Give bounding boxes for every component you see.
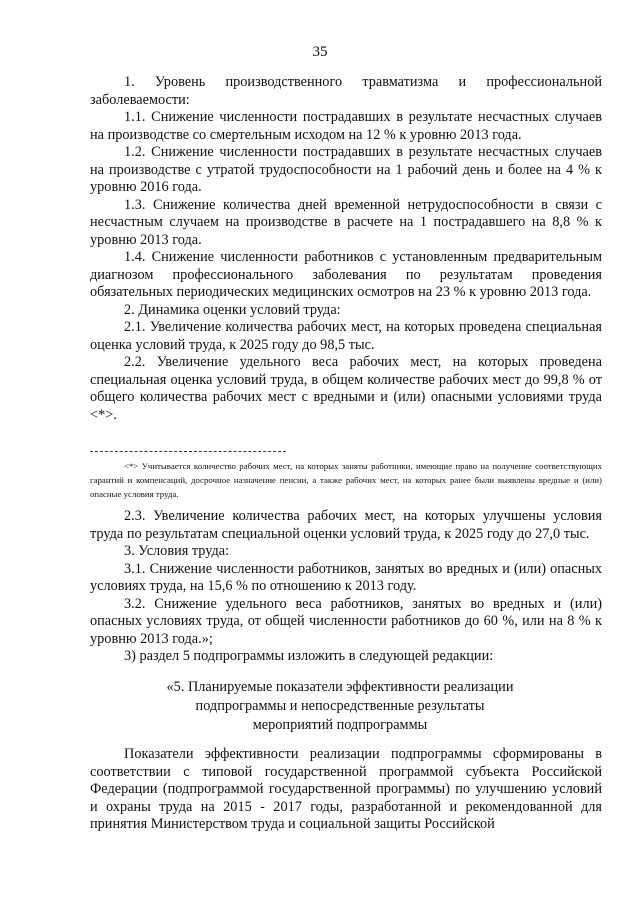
heading-line: «5. Планируемые показатели эффективности реализации — [166, 679, 514, 695]
heading-line: мероприятий подпрограммы — [252, 717, 428, 733]
footnote-separator — [90, 451, 286, 452]
paragraph: 3) раздел 5 подпрограммы изложить в следующей редакции: — [124, 648, 494, 664]
paragraph: 3.1. Снижение численности работников, занятых во вредных и (или) опасных условиях труда, на 15,6 % по отношению к 2013 году. — [90, 560, 602, 594]
paragraph: 2.1. Увеличение количества рабочих мест, на которых проведена специальная оценка условий труда, к 2025 году до 98,5 тыс. — [90, 319, 602, 353]
paragraph: 1.1. Снижение численности пострадавших в результате несчастных случаев на производстве со смертельным исходом на 12 % к уровню 2013 года. — [90, 109, 602, 143]
paragraph: 3. Условия труда: — [124, 543, 230, 559]
page-number: 35 — [312, 44, 328, 60]
paragraph: 1.4. Снижение численности работников с установленным предварительным диагнозом профессионального заболевания по результатам проведения обязательных периодических медицинских осмотров на 23 % к уровню 2013 года. — [90, 249, 602, 300]
section-1-text — [90, 74, 602, 424]
final-paragraph-block — [90, 746, 602, 834]
footnote: <*> Учитывается количество рабочих мест, на которых заняты работники, имеющие право на получение соответствующих гарантий и компенсаций, досрочное назначение пенсии, а также рабочих мест, на которых ранее были выявлены вредные и (или) опасные условия труда. — [90, 461, 602, 499]
section-heading — [110, 678, 570, 735]
paragraph: Показатели эффективности реализации подпрограммы сформированы в соответствии с типовой государственной программой субъекта Российской Федерации (подпрограммой государственной программы) по улучшению условий и охраны труда на 2015 - 2017 годы, разработанной и рекомендованной для принятия Министерством труда и социальной защиты Российской — [90, 746, 602, 832]
paragraph: 1. Уровень производственного травматизма и профессиональной заболеваемости: — [90, 74, 602, 108]
heading-line: подпрограммы и непосредственные результаты — [195, 698, 485, 714]
paragraph: 2. Динамика оценки условий труда: — [124, 301, 341, 318]
paragraph: 1.3. Снижение количества дней временной нетрудоспособности в связи с несчастным случаем на производстве в расчете на 1 пострадавшего на 8,8 % к уровню 2013 года. — [90, 196, 602, 248]
paragraph: 2.3. Увеличение количества рабочих мест, на которых улучшены условия труда по результатам специальной оценки условий труда, к 2025 году до 27,0 тыс. — [90, 508, 602, 542]
section-2-text — [90, 508, 602, 666]
paragraph: 3.2. Снижение удельного веса работников, занятых во вредных и (или) опасных условиях труда, от общей численности работников до 60 %, или на 8 % к уровню 2013 года.»; — [90, 595, 602, 647]
paragraph: 1.2. Снижение численности пострадавших в результате несчастных случаев на производстве с утратой трудоспособности на 1 рабочий день и более на 4 % к уровню 2016 года. — [90, 144, 602, 195]
paragraph: 2.2. Увеличение удельного веса рабочих мест, на которых проведена специальная оценка условий труда, в общем количестве рабочих мест до 99,8 % от общего количества рабочих мест с вредными и (или) опасными условиями труда <*>. — [90, 354, 602, 423]
